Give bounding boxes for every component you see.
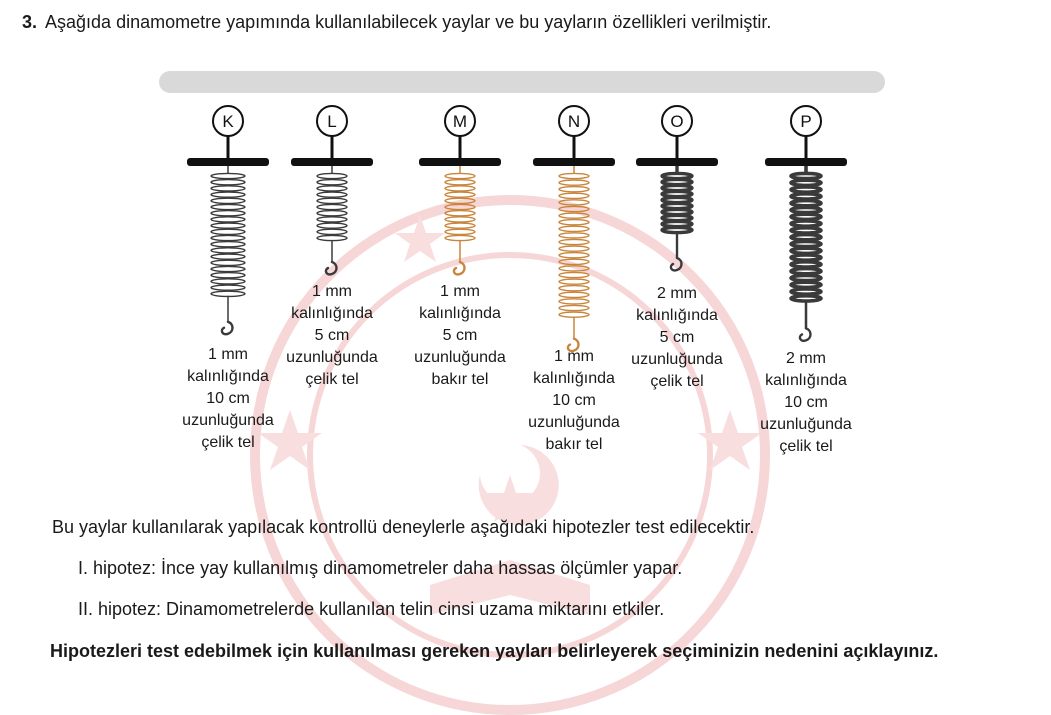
spring-spec-line: çelik tel: [779, 438, 833, 455]
spring-spec-line: uzunluğunda: [286, 349, 378, 366]
spring-coils: [445, 173, 475, 240]
task-prompt: Hipotezleri test edebilmek için kullanılması gereken yayları belirleyerek seçiminizin nedenini açıklayınız.: [50, 641, 939, 661]
spring-N: [533, 106, 615, 351]
spring-spec-line: kalınlığında: [765, 372, 847, 389]
spring-spec-L: [267, 281, 397, 391]
spring-spec-line: 2 mm: [786, 350, 826, 367]
spring-M: [419, 106, 501, 274]
spring-label-letter: N: [567, 112, 581, 131]
spring-spec-line: 10 cm: [784, 394, 828, 411]
spring-spec-line: kalınlığında: [533, 370, 615, 387]
spring-spec-line: uzunluğunda: [631, 351, 723, 368]
spring-P: [765, 106, 847, 341]
hypothesis-2: II. hipotez: Dinamometrelerde kullanılan telin cinsi uzama miktarını etkiler.: [78, 599, 665, 619]
spring-plate: [419, 158, 501, 166]
spring-hook-icon: [326, 262, 337, 274]
spring-label-letter: K: [222, 112, 234, 131]
spring-coils: [791, 173, 821, 301]
spring-spec-line: uzunluğunda: [760, 416, 852, 433]
question-text: Aşağıda dinamometre yapımında kullanılabilecek yaylar ve bu yayların özellikleri verilmiştir.: [45, 12, 772, 32]
spring-hook-icon: [800, 328, 811, 340]
spring-spec-O: [612, 283, 742, 393]
spring-spec-line: 1 mm: [440, 283, 480, 300]
spring-spec-line: 10 cm: [552, 392, 596, 409]
spring-spec-line: uzunluğunda: [182, 412, 274, 429]
spring-spec-line: 5 cm: [442, 327, 478, 344]
spring-spec-line: 1 mm: [312, 283, 352, 300]
spring-coils: [211, 173, 245, 296]
hypothesis-1: I. hipotez: İnce yay kullanılmış dinamometreler daha hassas ölçümler yapar.: [78, 558, 683, 578]
spring-spec-line: bakır tel: [545, 436, 603, 453]
spring-spec-line: çelik tel: [305, 371, 359, 388]
spring-label-letter: L: [327, 112, 337, 131]
spring-O: [636, 106, 718, 270]
intro-text: Bu yaylar kullanılarak yapılacak kontrollü deneylerle aşağıdaki hipotezler test edilecektir.: [52, 517, 755, 537]
spring-K: [187, 106, 269, 334]
spring-spec-line: 5 cm: [314, 327, 350, 344]
spring-plate: [636, 158, 718, 166]
spring-spec-line: bakır tel: [431, 371, 489, 388]
spring-L: [291, 106, 373, 274]
spring-plate: [187, 158, 269, 166]
hanger-bar: [159, 71, 885, 93]
spring-hook-icon: [454, 262, 465, 274]
spring-hook-icon: [671, 258, 682, 270]
spring-plate: [533, 158, 615, 166]
spring-coils: [317, 173, 347, 240]
spring-label-letter: P: [800, 112, 812, 131]
spring-spec-line: uzunluğunda: [528, 414, 620, 431]
spring-spec-line: kalınlığında: [187, 368, 269, 385]
spring-coils: [559, 173, 589, 317]
spring-plate: [765, 158, 847, 166]
spring-spec-P: [741, 348, 871, 458]
spring-coils: [662, 173, 692, 232]
spring-plate: [291, 158, 373, 166]
question-number: 3.: [22, 12, 38, 32]
spring-label-letter: M: [452, 112, 468, 131]
spring-hook-icon: [222, 322, 233, 334]
spring-spec-line: 10 cm: [206, 390, 250, 407]
spring-spec-line: uzunluğunda: [414, 349, 506, 366]
spring-spec-line: 1 mm: [554, 348, 594, 365]
spring-spec-line: çelik tel: [650, 373, 704, 390]
spring-spec-M: [395, 281, 525, 391]
spring-spec-line: kalınlığında: [636, 307, 718, 324]
spring-spec-line: 1 mm: [208, 346, 248, 363]
spring-spec-line: çelik tel: [201, 434, 255, 451]
spring-spec-line: kalınlığında: [291, 305, 373, 322]
spring-spec-line: 2 mm: [657, 285, 697, 302]
spring-spec-line: kalınlığında: [419, 305, 501, 322]
spring-spec-line: 5 cm: [659, 329, 695, 346]
spring-label-letter: O: [670, 112, 684, 131]
